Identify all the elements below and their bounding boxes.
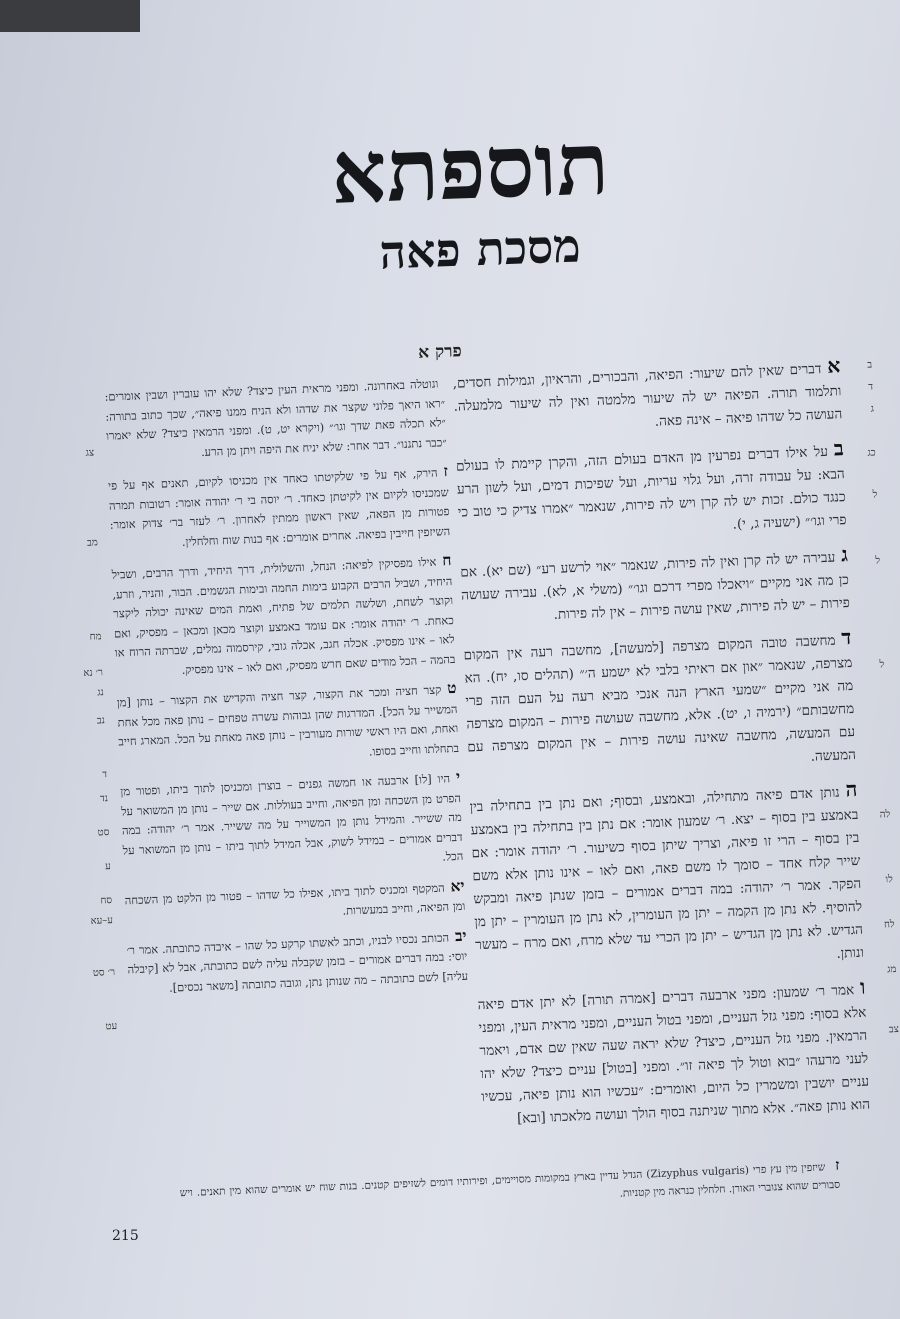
- margin-ref: צג: [85, 447, 95, 459]
- paragraph-text: אמר ר׳ שמעון: מפני ארבעה דברים [אמרה תורה] לא יתן אדם פיאה אלא בסוף: מפני גזל העניים, ומפני בטול העניים, ומפני מראית העין, ומפני הרמאין. מפני גזל העניים, כיצד? שלא יראה שעה שאין שם אדם, ויאמר לעני מרעהו ״בוא וטול לך פיאה זו״. ומפני [בטול] עניים כיצד? שלא יהו עניים יושבין ומשמרין כל היום, ואומרים: ״עכשיו הוא נותן פיאה, עכשיו הוא נותן פאה״. אלא מתוך שניתנה בסוף הולך ועושה מלאכתו [ובא]: [477, 982, 871, 1127]
- paragraph-text: נותן אדם פיאה מתחילה, ובאמצע, ובסוף; ואם נתן בין בתחילה בין באמצע בין בסוף – יצא. ר׳ שמעון אומר: אם נתן בין בתחילה בין באמצע בין בסוף – הרי זו פיאה, וצריך שיתן בסוף כשיעור. ר׳ יהודה אומר: אם שייר קלח אחד – סומך לו משם פאה, ואם לאו – אינו נותן אלא משם הפקר. אמר ר׳ יהודה: במה דברים אמורים – בזמן שנתן פיאה ומבקש להוסיף. לא נתן מן הקמה – יתן מן העומרין, לא נתן מן העומרין – יתן מן הגדיש. לא נתן מן הגדיש – יתן מן הכרי עד שלא מרח, ואם מרח – מעשר ונותן.: [469, 784, 865, 962]
- paragraph-letter: ה: [845, 776, 858, 802]
- margin-ref: נג: [97, 687, 105, 699]
- footnote-text: שיזפין מין עץ פרי (Zizyphus vulgaris) הגדל עדיין בארץ במקומות מסויימים, ופירותיו דומים לשזיפים קטנים. בנות שוח יש אומרים שהוא מין תאנים. ויש סבורים שהוא צנוברי האורן. חלחלין כנראה מין קטניות.: [179, 1161, 841, 1200]
- paragraph: [120, 768, 464, 880]
- paragraph-letter: [444, 373, 445, 391]
- paragraph-text: ונוטלה באחרונה. ומפני מראית העין כיצד? שלא יהו עוברין ושבין אומרים: ״ראו היאך פלוני שקצר את שדהו ולא הניח ממנו פיאה״, שכך כתוב בתורה: ״לא תכלה פאת שדך וגו׳״ (ויקרא יט, ט). ומפני הרמאין כיצד? שלא יאמרו ״כבר נתננו״. דבר אחר: שלא יניח את היפה ויתן מן הרע.: [104, 376, 447, 459]
- margin-ref: ד: [102, 769, 108, 781]
- margin-ref: נב: [96, 715, 106, 727]
- left-margin-refs: [50, 447, 118, 1048]
- margin-ref: צב: [888, 1023, 900, 1036]
- margin-ref: מח: [89, 631, 102, 643]
- paragraph-text: אילו מפסיקין לפיאה: הנחל, והשלולית, דרך היחיד, ודרך הרבים, ושביל היחיד, ושביל הרבים הקבוע בימות החמה ובימות הגשמים. הבור, והניר, וזרע, וקוצר לשחת, ושלשה תלמים של פתיח, ואמת המים שאינה יכולה ליקצר כאחת. ר׳ יהודה אומר: אם עומד באמצע וקוצר מכאן ומכאן – מפסיק, ואם לאו – אינו מפסיק. אכלה חגב, אכלה גובי, קירסמוה נמלים, שברתה הרוח או בהמה – הכל מודים שאם חרש מפסיק, ואם לאו – אינו מפסיק.: [111, 554, 456, 677]
- paragraph-text: היו [לו] ארבעה או חמשה גפנים – בוצרן ומכניסן לתוך ביתו, ופטור מן הפרט מן השכחה ומן הפיאה, וחייב בעוללות. אם שייר – נותן מן המשואר על מה ששייר. והמידל נותן מן המשוייר על מה ששייר. אמר ר׳ יהודה: במה דברים אמורים – במידל לשוק, אבל המידל לתוך ביתו – נותן מן המשואר על הכל.: [120, 771, 464, 864]
- margin-ref: ד: [868, 381, 874, 393]
- paragraph-text: המקטף ומכניס לתוך ביתו, אפילו כל שדהו – פטור מן הלקט מן השכחה ומן הפיאה, וחייב במעשרות.: [124, 880, 466, 918]
- paragraph-text: על אילו דברים נפרעין מן האדם בעולם הזה, והקרן קיימת לו בעולם הבא: על עבודה זרה, ועל גלוי עריות, ועל שפיכות דמים, ועל לשון הרע כנגד כולם. זכות יש לה קרן ויש לה פירות, שנאמר ״אמרו צדיק כי טוב כי פרי וגו׳״ (ישעיה ג, י).: [455, 443, 847, 533]
- margin-ref: ר׳ נא: [83, 667, 104, 679]
- margin-ref: לו: [885, 874, 894, 886]
- paragraph-text: קצר חציה ומכר את הקצור, קצר חציה והקדיש את הקצור – נותן [מן המשייר על הכל]. המדרגות שהן גבוהות עשרה טפחים – נותן פאה מכל אחת ואחת, ואם היו ראשי שורות מעורבין – נותן פאה מאחת על הכל. המארג חייב בתחלתו וחייב בסופו.: [116, 682, 460, 758]
- paragraph-letter: ז: [443, 462, 449, 481]
- margin-ref: כג: [867, 447, 876, 459]
- margin-ref: מב: [86, 537, 98, 549]
- paragraph-letter: ו: [859, 974, 866, 999]
- paragraph-letter: י: [455, 767, 461, 787]
- paragraph: [126, 926, 468, 999]
- margin-ref: סט: [97, 827, 110, 839]
- margin-ref: ב: [867, 359, 873, 371]
- paragraph-text: עבירה יש לה קרן ואין לה פירות, שנאמר ״אוי לרשע רע״ (שם יא). אם כן מה אני מקיים ״ויאכלו מפרי דרכם וגו׳״ (משלי א, לא). עבירה שעושה פירות – יש לה פירות, שאין עושה פירות – אין לה פירות.: [459, 549, 851, 623]
- paragraph-text: דברים שאין להם שיעור: הפיאה, והבכורים, והראיון, וגמילות חסדים, ותלמוד תורה. הפיאה יש לה שיעור מלמטה ואין לה שיעור מלמעלה. העושה כל שדהו פיאה – אינה פאה.: [452, 360, 843, 430]
- paragraph-letter: ד: [840, 624, 852, 650]
- margin-ref: עט: [105, 1020, 118, 1033]
- paragraph: [477, 976, 870, 1132]
- paragraph: [108, 462, 451, 555]
- margin-ref: לח: [883, 919, 895, 931]
- margin-ref: לה: [879, 809, 891, 821]
- margin-ref: מג: [886, 963, 897, 976]
- paragraph: [124, 876, 465, 930]
- margin-ref: ג: [870, 403, 875, 415]
- margin-ref: ל: [872, 489, 878, 501]
- paragraph: [116, 679, 459, 772]
- margin-ref: ע–עא: [90, 914, 114, 927]
- margin-ref: ע: [104, 861, 111, 873]
- paragraph-letter: ח: [441, 551, 452, 570]
- paragraph-letter: יא: [450, 876, 465, 895]
- footnote: [180, 1157, 841, 1220]
- margin-ref: סח: [100, 894, 113, 907]
- paragraph-text: הירק, אף על פי שלקיטתו כאחד אין מכניסו לקיום, תאנים אף על פי שמכניסו לקיום אין לקיטתן כאחד. ר׳ יוסה בי ר׳ יהודה אומר: רטובות תמרה פטורות מן הפאה, שאין ראשון ממתין לאחרון. ר׳ לעזר בר׳ צדוק אומר: השיזפין חייבין בפיאה. אחרים אומרים: אף בנות שוח וחלחלין.: [107, 465, 451, 549]
- paragraph: [455, 437, 846, 547]
- page-subtitle: מסכת פאה: [378, 218, 582, 280]
- paragraph-letter: ב: [833, 436, 845, 461]
- margin-ref: ל: [875, 555, 881, 567]
- chapter-heading: פרק א: [417, 341, 463, 363]
- paragraph-letter: יב: [454, 926, 467, 945]
- paragraph-letter: ג: [840, 542, 849, 567]
- margin-ref: ר׳ סט: [92, 966, 116, 979]
- paragraph: [452, 354, 843, 442]
- background-corner: [0, 0, 140, 32]
- paragraph-text: הכותב נכסיו לבניו, וכתב לאשתו קרקע כל שהו – איבדה כתובתה. אמר ר׳ יוסי: במה דברים אמורים – בזמן שקבלה עליה לשם כתובתה, אבל לא [קיבלה עליה] לשם כתובתה – מה שנותן נתן, וגובה כתובתה [משאר נכסים].: [126, 929, 469, 995]
- page-number: 215: [112, 1228, 139, 1244]
- paragraph: [469, 778, 864, 980]
- paragraph: [104, 373, 447, 466]
- paragraph: [460, 543, 851, 631]
- paragraph-text: מחשבה טובה המקום מצרפה [למעשה], מחשבה רעה אין המקום מצרפה, שנאמר ״און אם ראיתי בלבי לא ישמע ה׳״ (תהלים סו, יח). הא מה אני מקיים ״שמעי הארץ הנה אנכי מביא רעה על העם הזה פרי מחשבותם״ (ירמיה ו, יט). אלא, מחשבה שעושה פירות – המקום מצרפה עם המעשה, מחשבה שאינה עושה פירות – אין המקום מצרפה עם המעשה.: [463, 632, 857, 765]
- paragraph: [111, 551, 455, 683]
- left-text-column: [104, 373, 469, 1009]
- margin-ref: ל: [879, 659, 885, 671]
- footnote-letter: ז: [834, 1156, 840, 1174]
- margin-ref: נד: [99, 793, 109, 805]
- paragraph-letter: ט: [446, 678, 457, 698]
- paragraph: [463, 626, 856, 782]
- paragraph-letter: א: [826, 353, 841, 378]
- page-title: תוספתא: [329, 113, 611, 224]
